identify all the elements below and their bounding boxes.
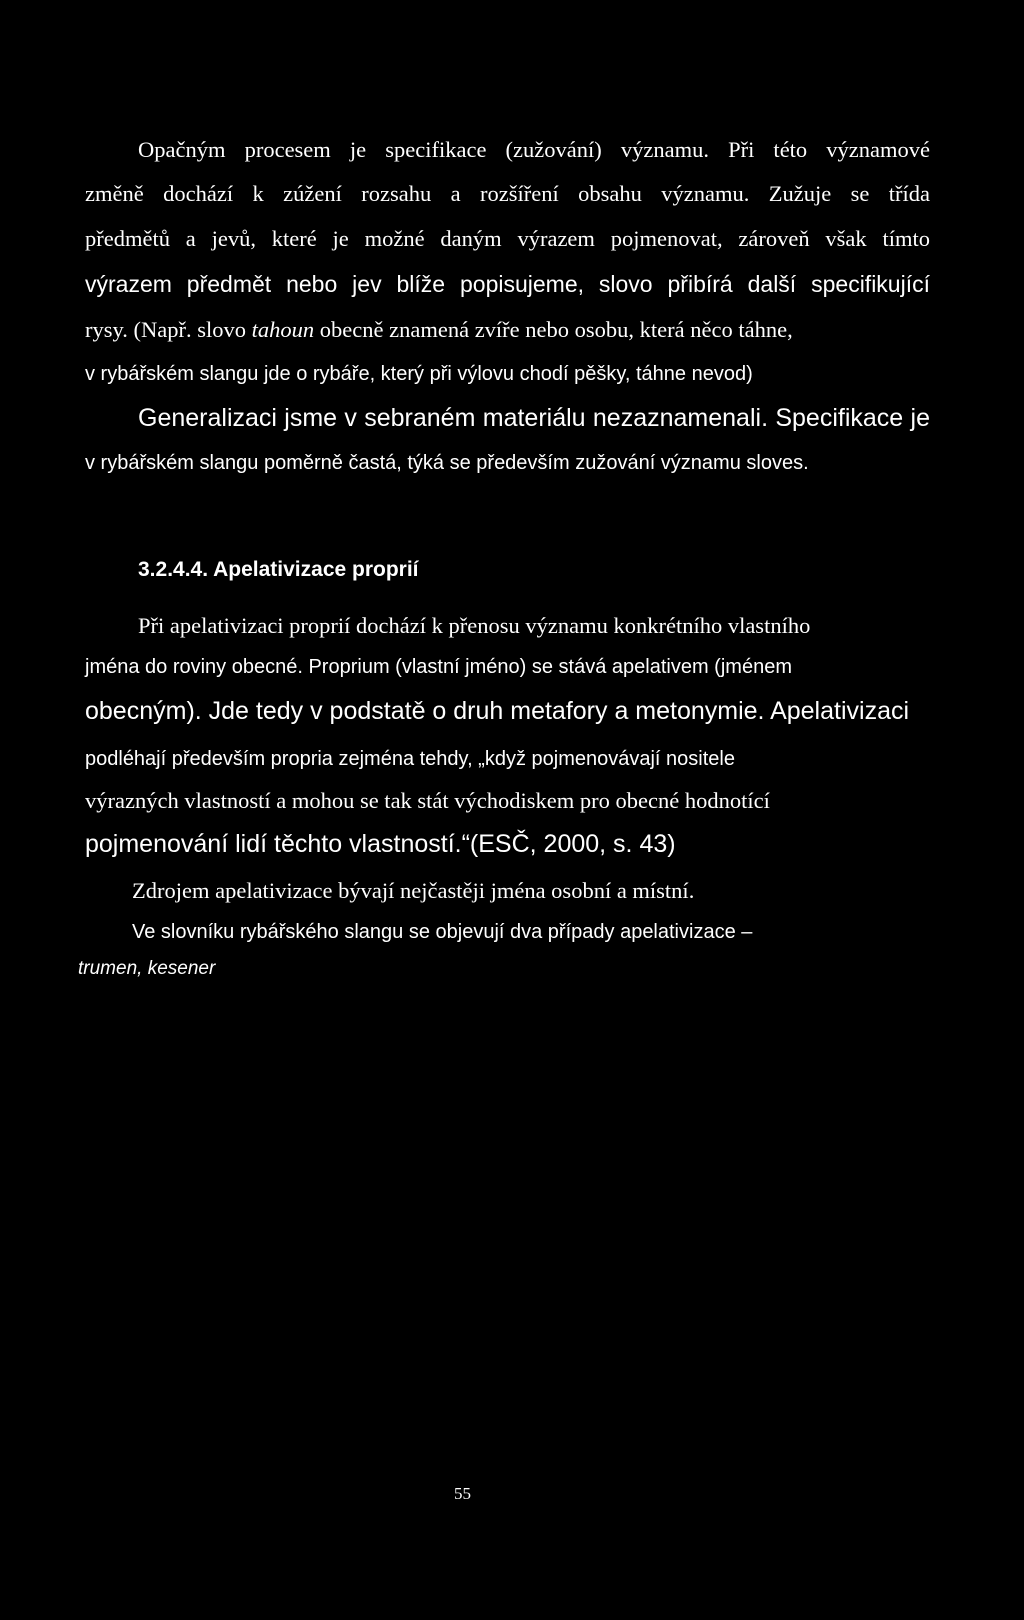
paragraph1-line-4: výrazem předmět nebo jev blíže popisujeme, slovo přibírá další specifikující bbox=[85, 271, 930, 297]
paragraph1-line-1: Opačným procesem je specifikace (zužování) významu. Při této významové bbox=[138, 137, 930, 162]
paragraph4-line-1: Zdrojem apelativizace bývají nejčastěji jména osobní a místní. bbox=[132, 878, 695, 903]
paragraph3-line-4: podléhají především propria zejména tehdy, „když pojmenovávají nositele bbox=[85, 748, 735, 770]
paragraph4-line-2: Ve slovníku rybářského slangu se objevují dva případy apelativizace – bbox=[132, 921, 753, 943]
paragraph1-line-3: předmětů a jevů, které je možné daným výrazem pojmenovat, zároveň však tímto bbox=[85, 226, 930, 251]
paragraph2-line-2: v rybářském slangu poměrně častá, týká se především zužování významu sloves. bbox=[85, 452, 809, 474]
paragraph1-line-5-end: obecně znamená zvíře nebo osobu, která něco táhne, bbox=[314, 317, 793, 342]
paragraph1-line-5-start: rysy. (Např. slovo bbox=[85, 317, 252, 342]
section-heading: 3.2.4.4. Apelativizace proprií bbox=[138, 558, 419, 581]
paragraph3-line-3: obecným). Jde tedy v podstatě o druh metafory a metonymie. Apelativizaci bbox=[85, 697, 910, 725]
paragraph2-line-1: Generalizaci jsme v sebraném materiálu nezaznamenali. Specifikace je bbox=[138, 404, 930, 432]
italic-term-tahoun: tahoun bbox=[251, 317, 315, 342]
examples-terms: trumen, kesener bbox=[78, 958, 216, 979]
paragraph3-line-6: pojmenování lidí těchto vlastností.“(ESČ, 2000, s. 43) bbox=[85, 830, 676, 858]
paragraph3-line-1: Při apelativizaci proprií dochází k přenosu významu konkrétního vlastního bbox=[138, 613, 811, 638]
paragraph3-line-5: výrazných vlastností a mohou se tak stát východiskem pro obecné hodnotící bbox=[85, 788, 770, 813]
page-number: 55 bbox=[454, 1484, 471, 1503]
paragraph3-line-2: jména do roviny obecné. Proprium (vlastní jméno) se stává apelativem (jménem bbox=[85, 656, 792, 678]
paragraph1-line-6: v rybářském slangu jde o rybáře, který při výlovu chodí pěšky, táhne nevod) bbox=[85, 363, 753, 385]
paragraph1-line-5 bbox=[85, 316, 930, 344]
examples-line bbox=[78, 955, 215, 983]
paragraph1-line-2: změně dochází k zúžení rozsahu a rozšíření obsahu významu. Zužuje se třída bbox=[85, 181, 930, 206]
